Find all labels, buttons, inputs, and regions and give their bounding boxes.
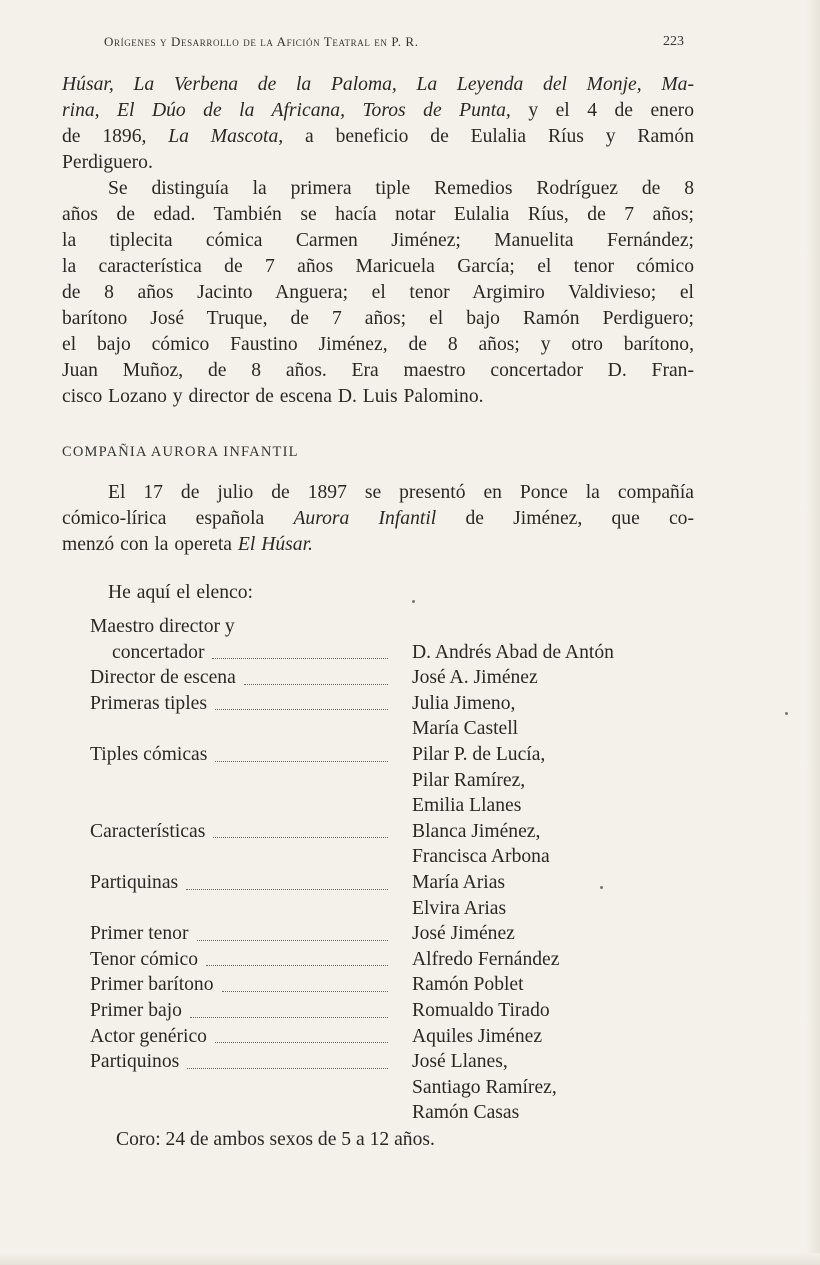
text-line [62, 98, 694, 124]
cast-names [412, 691, 518, 742]
cast-role [90, 998, 412, 1024]
text-line: el bajo cómico Faustino Jiménez, de 8 años; y otro barítono, [62, 334, 694, 355]
performer-name: Elvira Arias [412, 897, 507, 919]
dot-leader [212, 658, 388, 659]
text-line [62, 506, 694, 532]
role-label: Director de escena [90, 667, 236, 689]
performer-name: Blanca Jiménez, [412, 820, 541, 842]
running-head [104, 34, 684, 50]
text-line [62, 480, 694, 506]
cast-entry [90, 972, 710, 998]
text-line: Juan Muñoz, de 8 años. Era maestro concertador D. Fran- [62, 360, 694, 381]
dot-leader [187, 1068, 388, 1069]
text-run: Perdiguero. [62, 152, 153, 173]
cast-intro [108, 580, 508, 606]
dot-leader [215, 1042, 388, 1043]
role-label: Primer bajo [90, 999, 182, 1021]
performer-name: José A. Jiménez [412, 667, 538, 689]
text-line: la tiplecita cómica Carmen Jiménez; Manuelita Fernández; [62, 230, 694, 251]
performer-name: Julia Jimeno, [412, 692, 516, 714]
cast-list [90, 614, 710, 1126]
cast-role [90, 947, 412, 973]
role-label: Primeras tiples [90, 692, 207, 714]
coro-line: Coro: 24 de ambos sexos de 5 a 12 años. [116, 1129, 435, 1150]
role-label: Partiquinas [90, 871, 179, 893]
cast-entry [90, 742, 710, 819]
role-label: Maestro director y [90, 616, 235, 637]
performer-name: Ramón Poblet [412, 974, 524, 996]
performer-name: María Arias [412, 871, 506, 893]
dot-leader [244, 684, 388, 685]
text-line: cisco Lozano y director de escena D. Luis Palomino. [62, 386, 484, 407]
role-label: Primer tenor [90, 923, 189, 945]
text-run: y el 4 de enero [510, 100, 694, 121]
paper-speck [412, 600, 415, 603]
dot-leader [206, 965, 388, 966]
role-label: Actor genérico [90, 1025, 207, 1047]
cast-entry [90, 691, 710, 742]
text-run: de 1896, [62, 126, 169, 147]
cast-entry [90, 819, 710, 870]
performer-name: Alfredo Fernández [412, 948, 560, 970]
cast-names [412, 1024, 542, 1050]
text-run: menzó con la opereta [62, 534, 238, 555]
cast-role [90, 972, 412, 998]
page-edge [0, 1253, 820, 1265]
performer-name [412, 614, 614, 640]
cast-role [90, 691, 412, 742]
cast-names [412, 972, 524, 998]
cast-names [412, 819, 550, 870]
cast-role [90, 614, 412, 665]
text-line [62, 72, 694, 98]
role-label: Tenor cómico [90, 948, 198, 970]
performer-name: Pilar P. de Lucía, [412, 743, 546, 765]
text-line: años de edad. También se hacía notar Eulalia Ríus, de 7 años; [62, 204, 694, 225]
page-number: 223 [663, 34, 684, 49]
performer-name: María Castell [412, 718, 519, 740]
italic-title: La Mascota, [168, 126, 284, 147]
cast-role [90, 921, 412, 947]
dot-leader [222, 991, 388, 992]
paragraph-1 [62, 72, 694, 176]
text-line [62, 532, 694, 558]
performer-name: Ramón Casas [412, 1102, 520, 1124]
role-label: Características [90, 820, 206, 842]
role-label: concertador [112, 641, 205, 663]
dot-leader [213, 837, 388, 838]
role-label: Partiquinos [90, 1051, 180, 1073]
performer-name: Francisca Arbona [412, 846, 550, 868]
text-line [62, 150, 694, 176]
performer-name: Pilar Ramírez, [412, 769, 526, 791]
italic-title: Aurora Infantil [293, 508, 437, 529]
cast-names [412, 947, 559, 973]
cast-names [412, 614, 614, 665]
cast-entry [90, 665, 710, 691]
cast-entry [90, 947, 710, 973]
dot-leader [215, 709, 388, 710]
page-edge [806, 0, 820, 1265]
cast-role [90, 1049, 412, 1126]
role-label: Tiples cómicas [90, 743, 208, 765]
text-run: El 17 de julio de 1897 se presentó en Ponce la compañía [108, 482, 694, 503]
cast-names [412, 870, 506, 921]
cast-entry [90, 921, 710, 947]
cast-role [90, 742, 412, 819]
cast-names [412, 1049, 557, 1126]
paragraph-3 [62, 480, 694, 558]
performer-name: D. Andrés Abad de Antón [412, 641, 614, 663]
cast-intro-text: He aquí el elenco: [108, 582, 253, 603]
role-label: Primer barítono [90, 974, 214, 996]
section-heading: COMPAÑIA AURORA INFANTIL [62, 444, 299, 460]
cast-role [90, 870, 412, 921]
cast-names [412, 921, 515, 947]
paper-speck [785, 712, 788, 715]
italic-title: Húsar, La Verbena de la Paloma, La Leyenda del Monje, Ma- [62, 74, 694, 95]
running-head-title: Orígenes y Desarrollo de la Afición Teatral en P. R. [104, 34, 419, 49]
paragraph-2 [62, 176, 694, 410]
cast-role [90, 819, 412, 870]
italic-title: El Húsar. [237, 534, 313, 555]
cast-entry [90, 1049, 710, 1126]
text-line: Se distinguía la primera tiple Remedios Rodríguez de 8 [108, 178, 694, 199]
text-line [62, 124, 694, 150]
dot-leader [215, 761, 388, 762]
cast-role [90, 665, 412, 691]
cast-names [412, 742, 545, 819]
cast-entry [90, 614, 710, 665]
text-run: de Jiménez, que co- [436, 508, 694, 529]
text-line: de 8 años Jacinto Anguera; el tenor Argimiro Valdivieso; el [62, 282, 694, 303]
text-line: la característica de 7 años Maricuela García; el tenor cómico [62, 256, 694, 277]
performer-name: José Jiménez [412, 923, 515, 945]
dot-leader [186, 889, 388, 890]
performer-name: Aquiles Jiménez [412, 1025, 543, 1047]
cast-names [412, 665, 538, 691]
cast-entry [90, 998, 710, 1024]
dot-leader [197, 940, 389, 941]
performer-name: Santiago Ramírez, [412, 1076, 557, 1098]
text-run: a beneficio de Eulalia Ríus y Ramón [283, 126, 694, 147]
text-line: barítono José Truque, de 7 años; el bajo Ramón Perdiguero; [62, 308, 694, 329]
dot-leader [190, 1017, 388, 1018]
cast-entry [90, 1024, 710, 1050]
italic-title: rina, El Dúo de la Africana, Toros de Punta, [62, 100, 511, 121]
paper-speck [600, 886, 603, 889]
performer-name: José Llanes, [412, 1051, 508, 1073]
cast-entry [90, 870, 710, 921]
performer-name: Emilia Llanes [412, 795, 522, 817]
cast-role [90, 1024, 412, 1050]
text-run: cómico-lírica española [62, 508, 294, 529]
cast-names [412, 998, 550, 1024]
performer-name: Romualdo Tirado [412, 999, 550, 1021]
